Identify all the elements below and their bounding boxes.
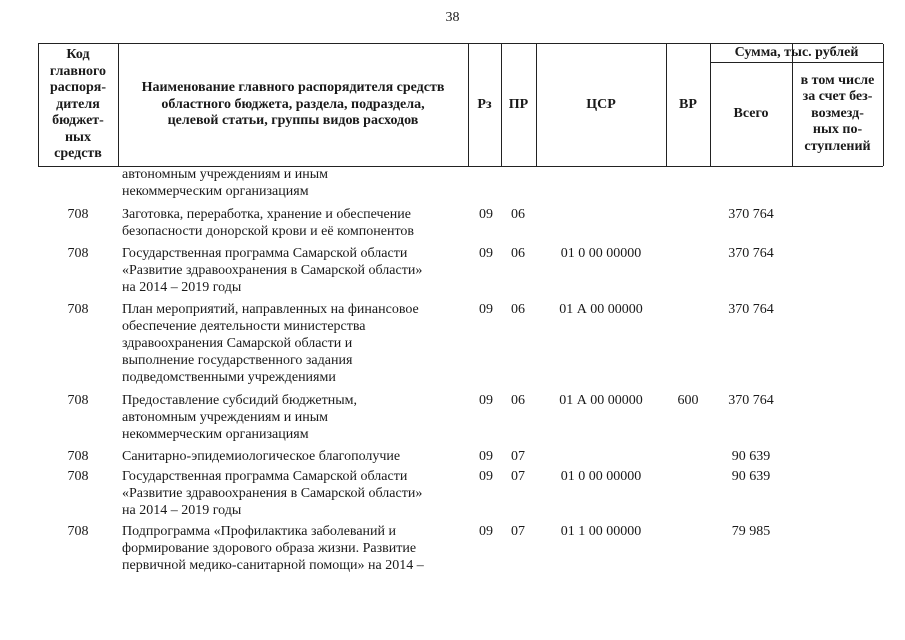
row-pr: 07 (511, 469, 525, 484)
row-rz: 09 (479, 449, 493, 464)
header-border (883, 44, 884, 166)
row-pr: 07 (511, 524, 525, 539)
row-total: 370 764 (728, 246, 774, 261)
row-total: 370 764 (728, 302, 774, 317)
header-code: Код главного распоря- дителя бюджет- ных средств (49, 47, 107, 162)
row-rz: 09 (479, 246, 493, 261)
row-rz: 09 (479, 524, 493, 539)
page-number: 38 (445, 10, 460, 25)
row-code: 708 (67, 302, 89, 317)
row-code: 708 (67, 524, 89, 539)
row-total: 79 985 (731, 524, 771, 539)
row-code: 708 (67, 246, 89, 261)
header-sum: Сумма, тыс. рублей (734, 44, 859, 60)
header-csr: ЦСР (586, 96, 616, 112)
row-total: 90 639 (731, 449, 771, 464)
header-grant: в том числе за счет без- возмезд- ных по- ступлений (800, 72, 875, 154)
row-name: Предоставление субсидий бюджетным, автономным учреждениям и иным некоммерческим организациям (122, 393, 358, 442)
row-name: Государственная программа Самарской области «Развитие здравоохранения в Самарской области» на 2014 – 2019 годы (122, 246, 423, 295)
row-pr: 06 (511, 393, 525, 408)
header-total: Всего (733, 105, 769, 121)
row-vr: 600 (677, 393, 699, 408)
row-name: План мероприятий, направленных на финансовое обеспечение деятельности министерства здравоохранения Самарской области и выполнение государственного задания подведомственными учреждениями (122, 302, 419, 385)
row-code: 708 (67, 449, 89, 464)
row-name: Санитарно-эпидемиологическое благополучие (122, 449, 401, 464)
row-csr: 01 А 00 00000 (559, 302, 643, 317)
row-pr: 06 (511, 246, 525, 261)
row-total: 370 764 (728, 393, 774, 408)
header-rz: Рз (477, 96, 492, 112)
row-rz: 09 (479, 302, 493, 317)
row-csr: 01 А 00 00000 (559, 393, 643, 408)
row-code: 708 (67, 469, 89, 484)
row-total: 370 764 (728, 207, 774, 222)
row-rz: 09 (479, 207, 493, 222)
row-name: Заготовка, переработка, хранение и обеспечение безопасности донорской крови и её компонентов (122, 207, 415, 239)
row-pr: 07 (511, 449, 525, 464)
row-csr: 01 0 00 00000 (560, 469, 642, 484)
row-total: 90 639 (731, 469, 771, 484)
header-pr: ПР (508, 96, 529, 112)
row-name: Государственная программа Самарской области «Развитие здравоохранения в Самарской области» на 2014 – 2019 годы (122, 469, 423, 518)
row-pr: 06 (511, 302, 525, 317)
row-pr: 06 (511, 207, 525, 222)
row-rz: 09 (479, 469, 493, 484)
row-code: 708 (67, 393, 89, 408)
header-name: Наименование главного распорядителя средств областного бюджета, раздела, подраздела, целевой статьи, группы видов расходов (141, 80, 445, 129)
row-code: 708 (67, 207, 89, 222)
table-header (38, 43, 883, 167)
header-vr: ВР (679, 96, 697, 112)
row-name: автономным учреждениям и иным некоммерческим организациям (122, 167, 329, 199)
row-name: Подпрограмма «Профилактика заболеваний и формирование здорового образа жизни. Развитие первичной медико-санитарной помощи» на 2014 – (122, 524, 424, 573)
row-rz: 09 (479, 393, 493, 408)
row-csr: 01 1 00 00000 (560, 524, 642, 539)
row-csr: 01 0 00 00000 (560, 246, 642, 261)
